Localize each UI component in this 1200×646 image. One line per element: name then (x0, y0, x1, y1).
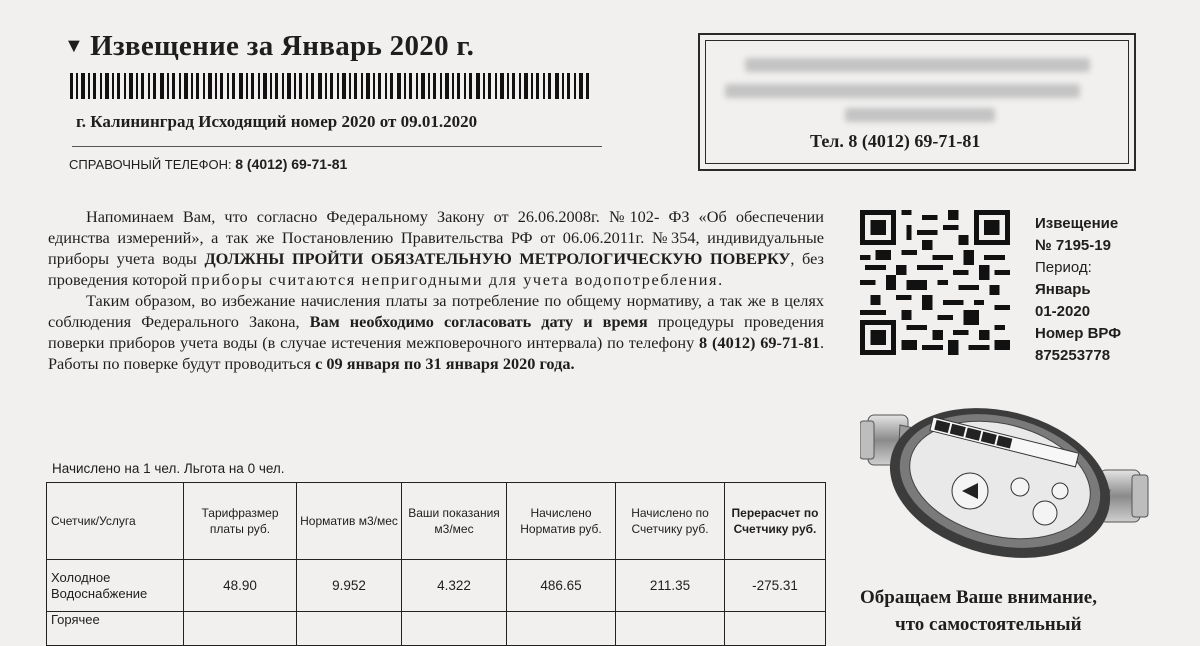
table-cell: -275.31 (725, 560, 826, 612)
p1-text-2: , без проведения которой (48, 249, 824, 289)
table-row (47, 612, 826, 646)
notice-body (48, 206, 824, 374)
redacted-address-line (725, 84, 1080, 98)
p2-text-3: . Работы по поверке будут проводиться (48, 333, 825, 373)
col-service: Счетчик/Услуга (47, 483, 184, 560)
period-month: Январь (1035, 281, 1091, 298)
paragraph-2 (48, 290, 824, 374)
table-cell: 48.90 (184, 560, 297, 612)
p2-text-2: процедуры проведения поверки приборов учета воды (в случае истечения межповерочного интервала) по телефону (48, 312, 825, 352)
vrf-label: Номер ВРФ (1035, 325, 1122, 342)
table-cell: 211.35 (616, 560, 725, 612)
table-cell (616, 612, 725, 646)
col-charged-norm: Начислено Норматив руб. (507, 483, 616, 560)
redacted-address-line (845, 108, 995, 122)
period-label: Период: (1035, 259, 1092, 276)
water-meter-illustration (860, 395, 1160, 575)
table-cell: 4.322 (402, 560, 507, 612)
p2-phone: 8 (4012) 69-71-81 (699, 333, 820, 352)
p1-emphasis: ДОЛЖНЫ ПРОЙТИ ОБЯЗАТЕЛЬНУЮ МЕТРОЛОГИЧЕСКУЮ ПОВЕРКУ (204, 249, 791, 268)
notice-label: Извещение (1035, 215, 1119, 232)
notice-line-1: Обращаем Ваше внимание, (860, 587, 1097, 608)
charges-table (46, 482, 826, 646)
p1-text: Напоминаем Вам, что согласно Федеральному Закону от 26.06.2008г. №102- ФЗ «Об обеспечении единства измерений», а так же Постановлению Правительства РФ от 06.06.2011г. №354, индивидуальные приборы учета воды (48, 207, 824, 268)
col-recalc: Перерасчет по Счетчику руб. (725, 483, 826, 560)
notice-number: № 7195-19 (1035, 237, 1111, 254)
table-header-row (47, 483, 826, 560)
col-tariff: Тарифразмер платы руб. (184, 483, 297, 560)
table-cell: Горячее (47, 612, 184, 646)
accrual-caption: Начислено на 1 чел. Льгота на 0 чел. (52, 461, 285, 476)
table-cell: 486.65 (507, 560, 616, 612)
p1-spaced: приборы считаются непригодными для учета водопотребления. (191, 270, 724, 289)
qr-code (860, 210, 1010, 355)
table-cell (725, 612, 826, 646)
table-cell: 9.952 (297, 560, 402, 612)
notice-title (64, 30, 474, 63)
col-charged-meter: Начислено по Счетчику руб. (616, 483, 725, 560)
side-info (1035, 213, 1121, 367)
table-cell (507, 612, 616, 646)
paragraph-1 (48, 206, 824, 290)
p2-text: Таким образом, во избежание начисления платы за потребление по общему нормативу, а так же в целях соблюдения Федерального Закона, (48, 291, 824, 331)
p2-emphasis: Вам необходимо согласовать дату и время (309, 312, 648, 331)
divider (72, 146, 602, 147)
notice-line-2: что самостоятельный (895, 614, 1082, 635)
table-cell (402, 612, 507, 646)
table-cell (297, 612, 402, 646)
vrf-number: 875253778 (1035, 347, 1111, 364)
col-norm: Норматив м3/мес (297, 483, 402, 560)
help-phone-line (69, 156, 347, 172)
table-cell (184, 612, 297, 646)
triangle-icon: ▼ (64, 35, 85, 57)
help-phone-label: СПРАВОЧНЫЙ ТЕЛЕФОН: (69, 157, 232, 172)
help-phone-number: 8 (4012) 69-71-81 (235, 156, 348, 172)
period-value: 01-2020 (1035, 303, 1091, 320)
p2-dates: с 09 января по 31 января 2020 года. (315, 354, 575, 373)
barcode (70, 73, 590, 99)
city-outgoing-number: г. Калининград Исходящий номер 2020 от 09.01.2020 (76, 112, 478, 131)
notice-title-text: Извещение за Январь 2020 г. (90, 30, 475, 62)
col-readings: Ваши показания м3/мес (402, 483, 507, 560)
redacted-address-line (745, 58, 1090, 72)
table-cell: Холодное Водоснабжение (47, 560, 184, 612)
address-phone: Тел. 8 (4012) 69-71-81 (810, 131, 981, 151)
table-row (47, 560, 826, 612)
